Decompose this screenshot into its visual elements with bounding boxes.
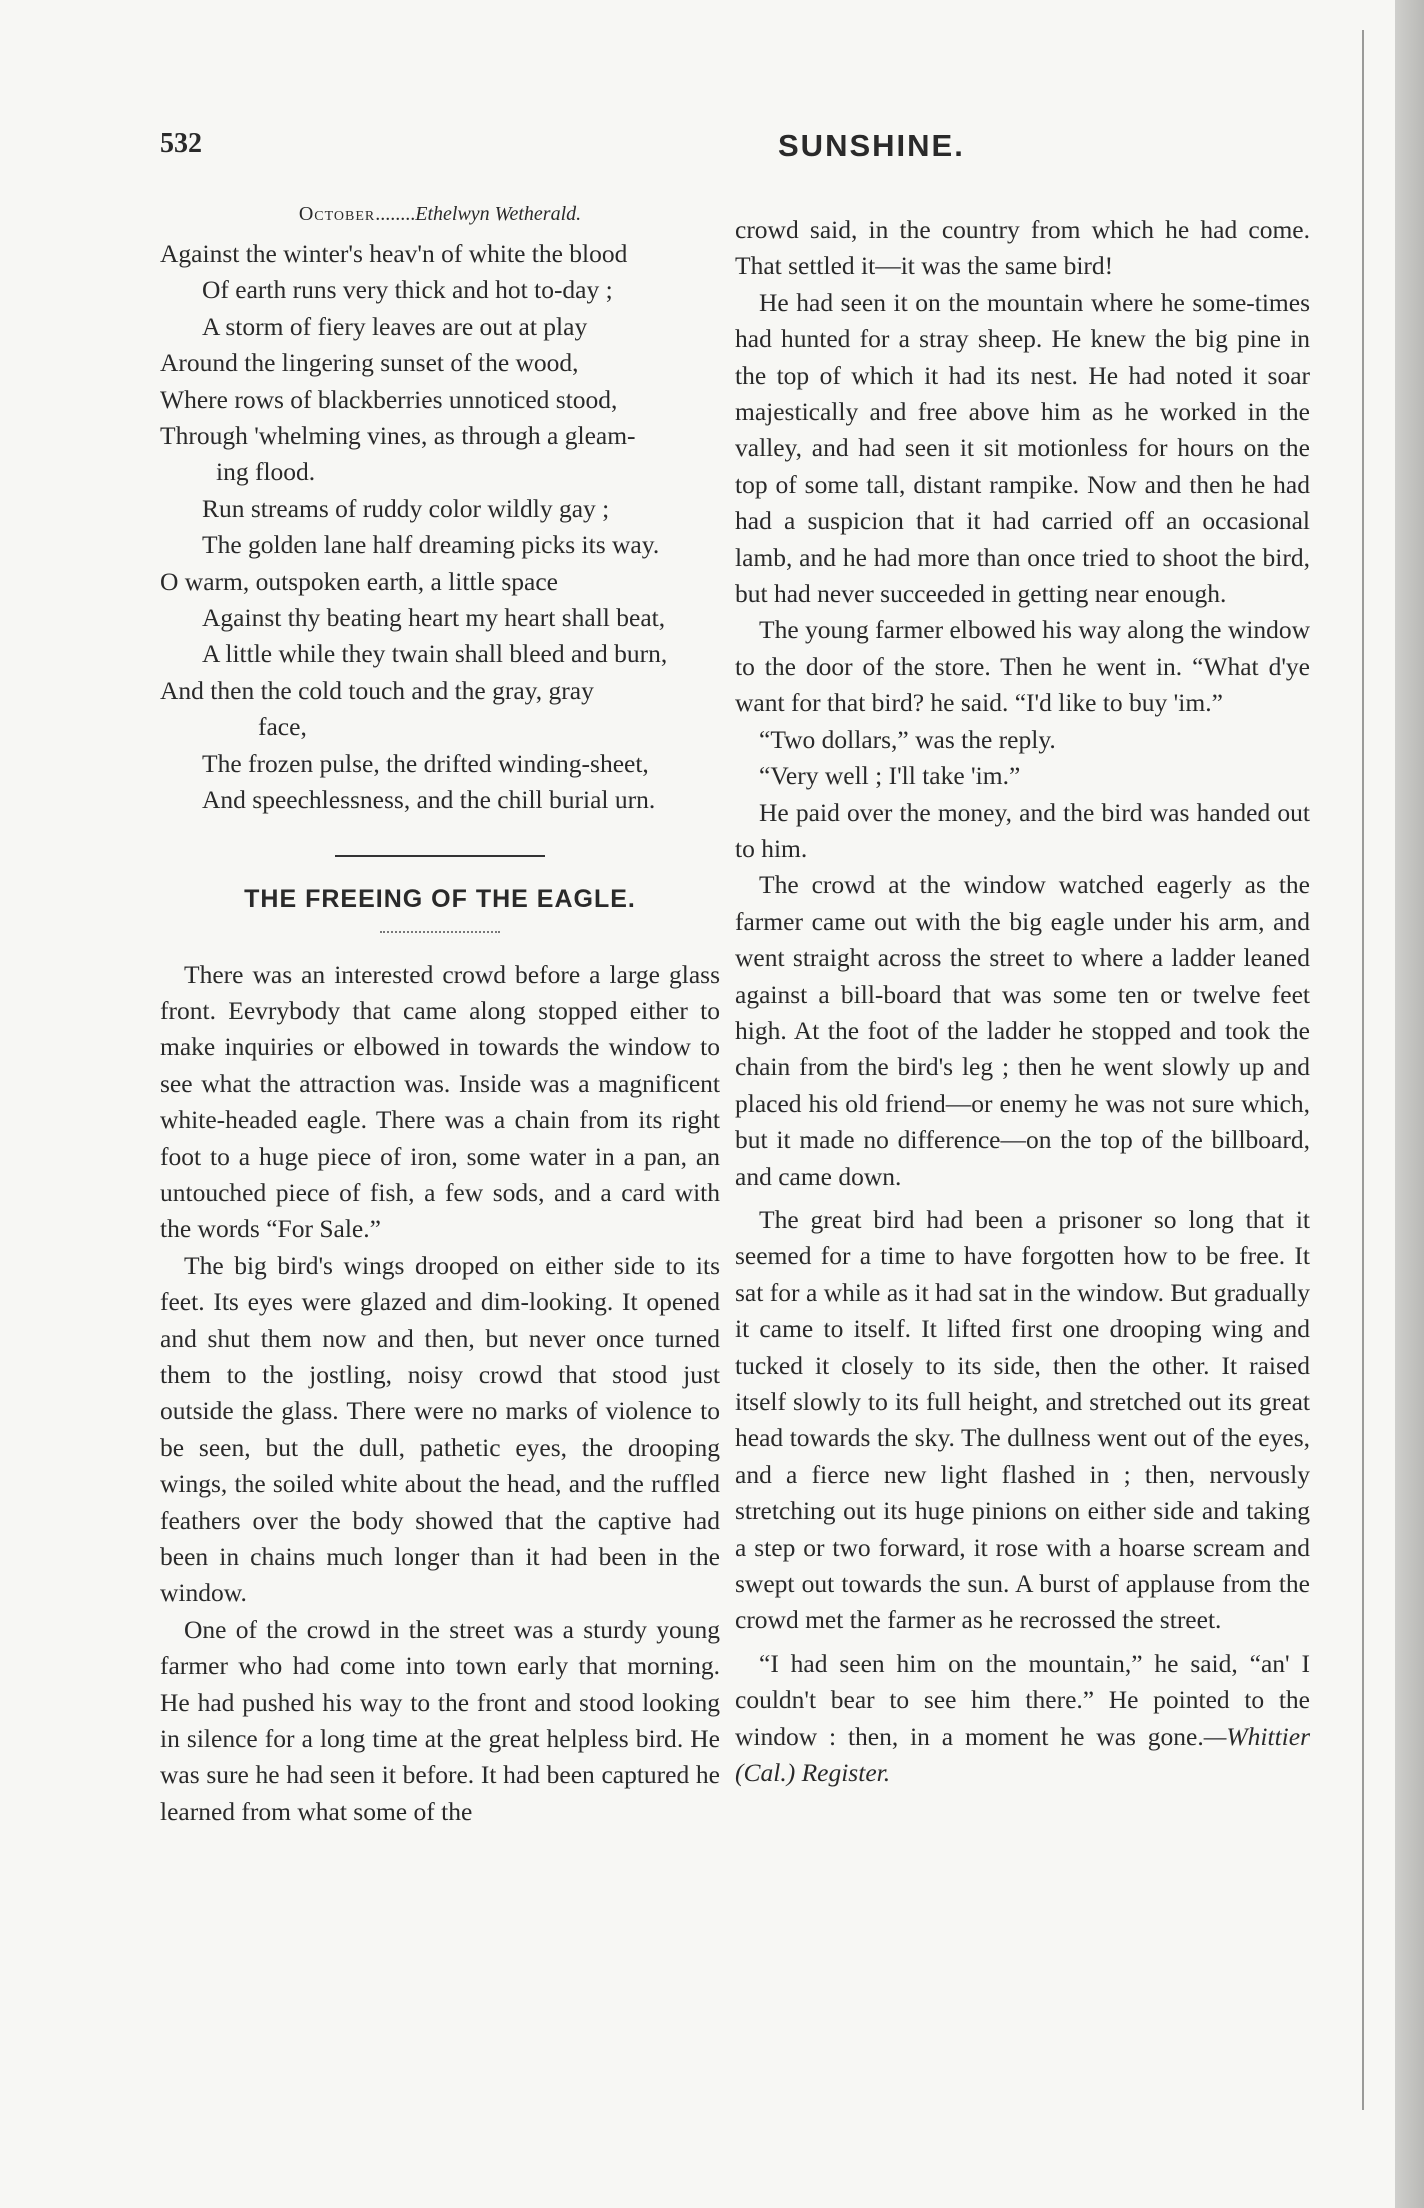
poem-leader-dots: ........ xyxy=(375,203,416,225)
poem-line: Run streams of ruddy color wildly gay ; xyxy=(202,493,610,523)
poem-title: October xyxy=(298,203,376,225)
poem-line: Where rows of blackberries unnoticed stood, xyxy=(160,384,618,414)
poem-line: Through 'whelming vines, as through a gleam- xyxy=(160,421,636,451)
poem-line: O warm, outspoken earth, a little space xyxy=(160,566,558,596)
poem-line: A little while they twain shall bleed and burn, xyxy=(202,639,668,669)
story-paragraph: The young farmer elbowed his way along the window to the door of the store. Then he went in. “What d'ye want for that bird? he said. “I'd like to buy 'im.” xyxy=(735,615,1310,718)
section-divider xyxy=(335,855,545,857)
poem-line: face, xyxy=(258,712,307,742)
poem-line: The frozen pulse, the drifted winding-sheet, xyxy=(202,748,649,778)
poem-line: A storm of fiery leaves are out at play xyxy=(202,311,588,341)
story-paragraph: There was an interested crowd before a large glass front. Eevrybody that came along stopped either to make inquiries or elbowed in towards the window to see what the attraction was. Inside was a magnificent white-headed eagle. There was a chain from its right foot to a huge piece of iron, some water in a pan, an untouched piece of fish, a few sods, and a card with the words “For Sale.” xyxy=(160,959,720,1244)
poem-line: ing flood. xyxy=(216,457,316,487)
story-closing-paragraph xyxy=(735,1646,1310,1792)
left-column xyxy=(160,202,720,1830)
page-header xyxy=(150,128,1330,178)
story-paragraph: He had seen it on the mountain where he some-times had hunted for a stray sheep. He knew the big pine in the top of which it had its nest. He had noted it soar majestically and free above him as he worked in the valley, and had seen it sit motionless for hours on the top of some tall, distant rampike. Now and then he had had a suspicion that it had carried off an occasional lamb, and he had more than once tried to shoot the bird, but had never succeeded in getting near enough. xyxy=(735,287,1310,609)
poem-line: Around the lingering sunset of the wood, xyxy=(160,348,579,378)
story-paragraph: crowd said, in the country from which he had come. That settled it—it was the same bird! xyxy=(735,215,1310,281)
story-paragraph: The great bird had been a prisoner so long that it seemed for a time to have forgotten how to be free. It sat for a while as it had sat in the window. But gradually it came to itself. It lifted first one drooping wing and tucked it closely to its side, then the other. It raised itself slowly to its full height, and stretched out its great head towards the sky. The dullness went out of the eyes, and a fierce new light flashed in ; then, nervously stretching out its huge pinions on either side and taking a step or two forward, it rose with a hoarse scream and swept out towards the sun. A burst of applause from the crowd met the farmer as he recrossed the street. xyxy=(735,1204,1310,1635)
poem-line: The golden lane half dreaming picks its way. xyxy=(202,530,660,560)
poem xyxy=(160,236,720,819)
poem-line: Of earth runs very thick and hot to-day ; xyxy=(202,275,613,305)
poem-line: Against thy beating heart my heart shall beat, xyxy=(202,603,666,633)
closing-text: “I had seen him on the mountain,” he said, “an' I couldn't bear to see him there.” He pointed to the window : then, in a moment he was gone. xyxy=(735,1648,1310,1751)
page-number: 532 xyxy=(160,128,202,159)
story-paragraph: The big bird's wings drooped on either side to its feet. Its eyes were glazed and dim-looking. It opened and shut them now and then, but never once turned them to the jostling, noisy crowd that stood just outside the glass. There were no marks of violence to be seen, but the dull, pathetic eyes, the drooping wings, the soiled white about the head, and the ruffled feathers over the body showed that the captive had been in chains much longer than it had been in the window. xyxy=(160,1250,720,1608)
poem-line: And speechlessness, and the chill burial urn. xyxy=(202,785,656,815)
poem-author: Ethelwyn Wetherald. xyxy=(415,203,582,225)
story-paragraph: “Very well ; I'll take 'im.” xyxy=(759,761,1021,791)
poem-line: And then the cold touch and the gray, gray xyxy=(160,675,594,705)
source-credit: —Whittier (Cal.) Register. xyxy=(735,1721,1310,1788)
scan-margin xyxy=(1395,0,1424,2208)
story-title: THE FREEING OF THE EAGLE. xyxy=(244,884,636,913)
story-paragraph: He paid over the money, and the bird was handed out to him. xyxy=(735,797,1310,863)
story-paragraph: The crowd at the window watched eagerly as the farmer came out with the big eagle under his arm, and went straight across the street to where a ladder leaned against a bill-board that was some ten or twelve feet high. At the foot of the ladder he stopped and took the chain from the bird's leg ; then he went slowly up and placed his old friend—or enemy he was not sure which, but it made no difference—on the top of the billboard, and came down. xyxy=(735,870,1310,1191)
page-edge-line xyxy=(1362,30,1364,2110)
title-dotted-rule xyxy=(380,931,500,933)
poem-heading xyxy=(160,202,720,226)
story-paragraph: “Two dollars,” was the reply. xyxy=(759,724,1056,754)
story-paragraph: One of the crowd in the street was a sturdy young farmer who had come into town early that morning. He had pushed his way to the front and stood looking in silence for a long time at the great helpless bird. He was sure he had seen it before. It had been captured he learned from what some of the xyxy=(160,1614,720,1826)
running-title: SUNSHINE. xyxy=(778,128,965,163)
right-column xyxy=(735,212,1310,1791)
poem-line: Against the winter's heav'n of white the blood xyxy=(160,239,628,268)
